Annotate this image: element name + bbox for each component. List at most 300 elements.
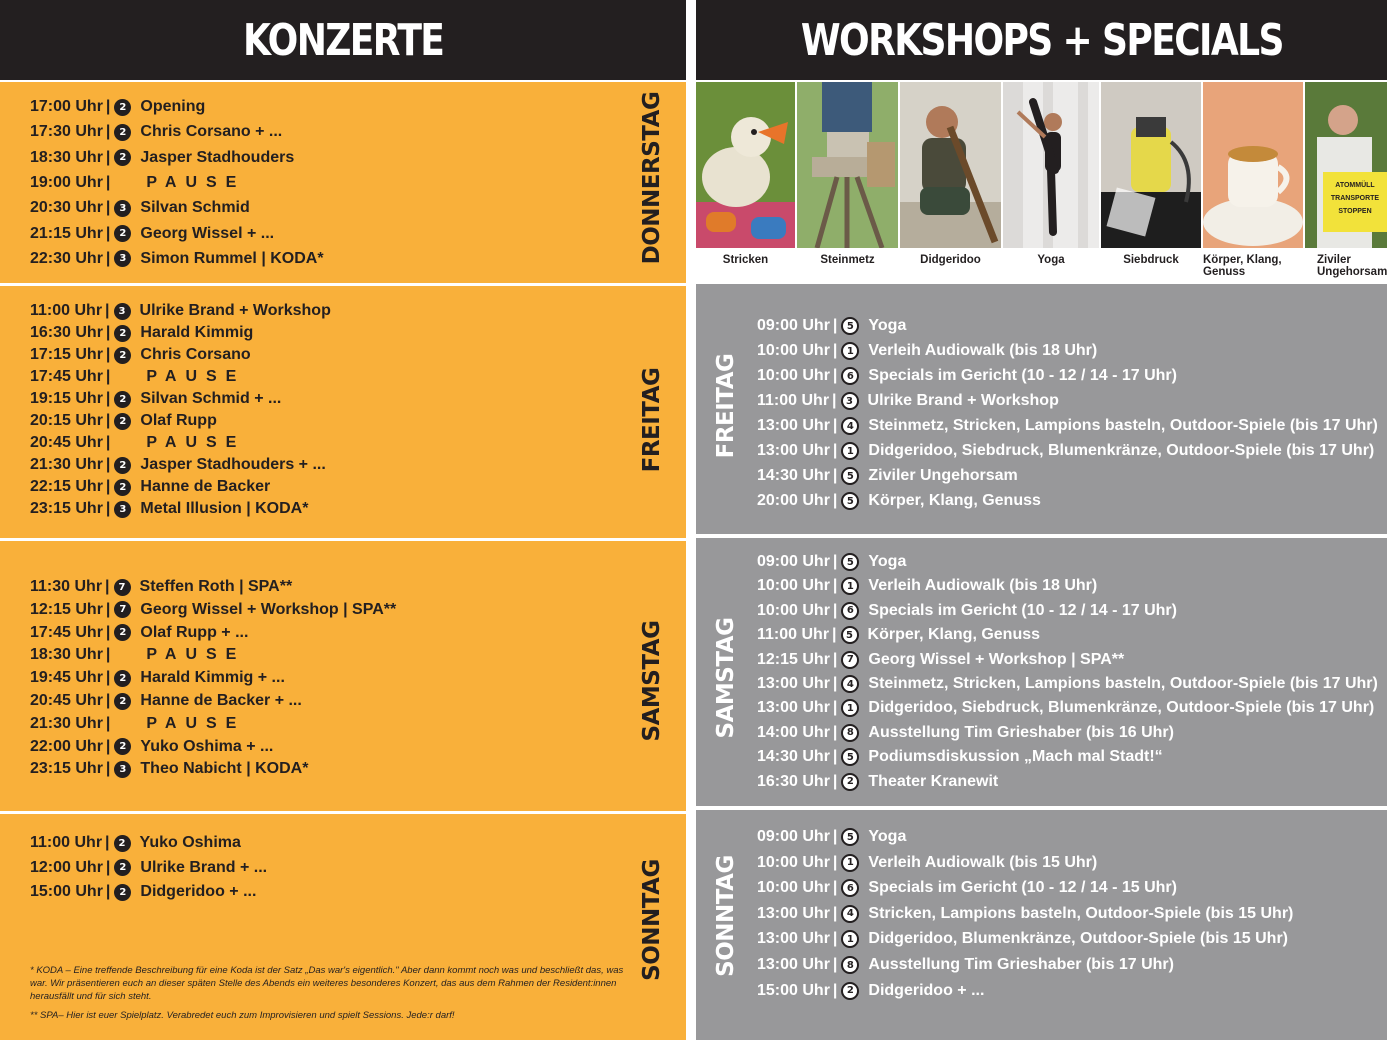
schedule-time: 10:00 Uhr bbox=[757, 342, 830, 359]
separator: | bbox=[105, 646, 111, 664]
schedule-time: 11:00 Uhr bbox=[30, 302, 103, 319]
schedule-row bbox=[30, 199, 250, 217]
event-title: Steinmetz, Stricken, Lampions basteln, Outdoor-Spiele (bis 17 Uhr) bbox=[868, 675, 1378, 692]
schedule-row bbox=[30, 250, 324, 268]
location-number-badge: 5 bbox=[841, 828, 859, 846]
schedule-row bbox=[757, 577, 1097, 595]
event-title: Didgeridoo + ... bbox=[868, 981, 985, 999]
separator: | bbox=[105, 669, 111, 687]
location-number-badge: 7 bbox=[841, 651, 859, 669]
schedule-row bbox=[30, 456, 326, 474]
schedule-time: 17:45 Uhr bbox=[30, 368, 103, 385]
event-title: Specials im Gericht (10 - 12 / 14 - 17 Uhr) bbox=[868, 367, 1177, 384]
location-number-badge: 2 bbox=[114, 413, 131, 430]
event-title: Verleih Audiowalk (bis 18 Uhr) bbox=[868, 577, 1098, 595]
schedule-time: 17:00 Uhr bbox=[30, 98, 103, 115]
event-title: Theo Nabicht | KODA* bbox=[140, 760, 309, 778]
separator: | bbox=[105, 390, 111, 407]
location-number-badge: 2 bbox=[841, 773, 859, 791]
event-title: Podiumsdiskussion „Mach mal Stadt!“ bbox=[868, 748, 1163, 766]
schedule-row bbox=[30, 390, 281, 408]
photo-caption-koerper-klang-genuss: Körper, Klang, Genuss bbox=[1203, 254, 1282, 278]
schedule-row bbox=[757, 442, 1374, 460]
concerts-column bbox=[0, 0, 686, 1040]
separator: | bbox=[105, 692, 111, 709]
event-title: Yuko Oshima bbox=[139, 834, 241, 851]
footnote-koda: * KODA – Eine treffende Beschreibung für eine Koda ist der Satz „Das war's eigentlich." Aber dann kommt noch was und beschließt das, was war. Wir präsentieren euch an dieser späten Stelle des Abends ein weiteres besonderes Konzert, das aus dem Rahmen der Resident:innen herausfällt und für sich steht. bbox=[30, 965, 624, 1002]
schedule-row bbox=[30, 859, 267, 877]
separator: | bbox=[105, 858, 111, 876]
location-number-badge: 6 bbox=[841, 879, 859, 897]
separator: | bbox=[832, 853, 838, 871]
schedule-row bbox=[757, 675, 1378, 693]
location-number-badge: 5 bbox=[841, 553, 859, 571]
event-title: Simon Rummel | KODA* bbox=[140, 249, 324, 267]
separator: | bbox=[105, 883, 111, 900]
svg-text:ATOMMÜLL: ATOMMÜLL bbox=[1335, 182, 1375, 189]
schedule-time: 20:30 Uhr bbox=[30, 199, 103, 217]
event-title: Jasper Stadhouders + ... bbox=[140, 456, 326, 473]
workshops-title: WORKSHOPS + SPECIALS bbox=[800, 14, 1283, 66]
separator: | bbox=[832, 723, 838, 741]
schedule-row bbox=[757, 854, 1097, 872]
separator: | bbox=[832, 904, 838, 922]
schedule-time: 19:15 Uhr bbox=[30, 390, 103, 407]
event-title: Didgeridoo, Blumenkränze, Outdoor-Spiele (bis 15 Uhr) bbox=[868, 930, 1289, 948]
event-title: Yoga bbox=[868, 553, 907, 570]
location-number-badge: 2 bbox=[114, 693, 131, 710]
pause-label: PAUSE bbox=[146, 714, 246, 732]
separator: | bbox=[832, 317, 838, 334]
event-title: Harald Kimmig + ... bbox=[140, 669, 285, 687]
event-title: Chris Corsano + ... bbox=[140, 123, 283, 141]
location-number-badge: 5 bbox=[841, 467, 859, 485]
didgeridoo-player-photo bbox=[900, 82, 1001, 248]
day-label: FREITAG bbox=[713, 353, 739, 459]
workshops-column bbox=[696, 0, 1387, 1040]
location-number-badge: 2 bbox=[114, 391, 131, 408]
photo-caption-ziviler-ungehorsam: Ziviler Ungehorsam bbox=[1317, 254, 1387, 278]
stone-carving-photo bbox=[797, 82, 898, 248]
location-number-badge: 2 bbox=[114, 347, 131, 364]
separator: | bbox=[832, 879, 838, 897]
schedule-time: 10:00 Uhr bbox=[757, 853, 830, 871]
event-title: Chris Corsano bbox=[140, 346, 251, 363]
separator: | bbox=[105, 123, 111, 141]
event-title: Harald Kimmig bbox=[140, 324, 254, 341]
schedule-row bbox=[30, 500, 308, 518]
schedule-time: 11:30 Uhr bbox=[30, 578, 103, 595]
separator: | bbox=[105, 324, 111, 341]
event-title: Stricken, Lampions basteln, Outdoor-Spiele (bis 15 Uhr) bbox=[868, 904, 1294, 922]
schedule-time: 09:00 Uhr bbox=[757, 317, 830, 334]
day-label: DONNERSTAG bbox=[639, 91, 665, 265]
separator: | bbox=[105, 249, 111, 267]
schedule-time: 22:00 Uhr bbox=[30, 737, 103, 755]
pause-label: PAUSE bbox=[146, 434, 246, 451]
schedule-row bbox=[30, 601, 396, 619]
schedule-time: 21:30 Uhr bbox=[30, 714, 103, 732]
event-title: Steffen Roth | SPA** bbox=[139, 578, 293, 595]
workshop-day-friday bbox=[696, 284, 1387, 534]
photo-caption-siebdruck: Siebdruck bbox=[1123, 254, 1179, 266]
schedule-time: 23:15 Uhr bbox=[30, 500, 103, 517]
separator: | bbox=[832, 748, 838, 766]
location-number-badge: 6 bbox=[841, 602, 859, 620]
schedule-row bbox=[757, 367, 1177, 385]
event-title: Didgeridoo, Siebdruck, Blumenkränze, Outdoor-Spiele (bis 17 Uhr) bbox=[868, 699, 1375, 717]
schedule-time: 14:00 Uhr bbox=[757, 723, 830, 741]
schedule-time: 20:15 Uhr bbox=[30, 412, 103, 429]
location-number-badge: 5 bbox=[841, 748, 859, 766]
separator: | bbox=[105, 737, 111, 755]
event-title: Ziviler Ungehorsam bbox=[868, 467, 1018, 484]
event-title: Yoga bbox=[868, 828, 907, 845]
separator: | bbox=[832, 956, 838, 973]
workshops-header bbox=[696, 0, 1387, 80]
event-title: Specials im Gericht (10 - 12 / 14 - 17 Uhr) bbox=[868, 601, 1177, 619]
separator: | bbox=[105, 456, 111, 473]
schedule-time: 19:45 Uhr bbox=[30, 669, 103, 687]
schedule-row bbox=[757, 828, 906, 846]
event-title: Specials im Gericht (10 - 12 / 14 - 15 Uhr) bbox=[868, 879, 1177, 897]
separator: | bbox=[832, 772, 838, 790]
schedule-row bbox=[757, 724, 1174, 742]
schedule-time: 12:00 Uhr bbox=[30, 858, 103, 876]
photo-caption-stricken: Stricken bbox=[722, 254, 769, 266]
location-number-badge: 6 bbox=[841, 367, 859, 385]
schedule-row bbox=[30, 883, 256, 901]
schedule-row bbox=[757, 905, 1293, 923]
location-number-badge: 2 bbox=[114, 835, 131, 852]
location-number-badge: 7 bbox=[114, 579, 131, 596]
event-title: Georg Wissel + Workshop | SPA** bbox=[140, 600, 397, 618]
location-number-badge: 2 bbox=[114, 624, 131, 641]
concert-day-saturday bbox=[0, 541, 686, 811]
event-title: Hanne de Backer bbox=[140, 478, 271, 495]
pause-label: PAUSE bbox=[146, 173, 246, 191]
location-number-badge: 2 bbox=[114, 859, 131, 876]
schedule-time: 12:15 Uhr bbox=[757, 650, 830, 668]
schedule-time: 12:15 Uhr bbox=[30, 600, 103, 618]
schedule-row bbox=[30, 174, 245, 192]
photo-caption-didgeridoo: Didgeridoo bbox=[920, 254, 981, 266]
event-title: Körper, Klang, Genuss bbox=[867, 626, 1041, 644]
schedule-row bbox=[757, 392, 1059, 410]
schedule-row bbox=[30, 478, 270, 496]
schedule-time: 22:30 Uhr bbox=[30, 249, 103, 267]
schedule-time: 16:30 Uhr bbox=[757, 772, 830, 790]
event-title: Hanne de Backer + ... bbox=[140, 692, 302, 709]
location-number-badge: 2 bbox=[114, 457, 131, 474]
schedule-row bbox=[757, 602, 1177, 620]
location-number-badge: 2 bbox=[114, 99, 131, 116]
separator: | bbox=[832, 342, 838, 359]
concerts-header bbox=[0, 0, 686, 80]
yoga-pose-photo bbox=[1003, 82, 1099, 248]
separator: | bbox=[105, 98, 111, 115]
concerts-title: KONZERTE bbox=[242, 14, 444, 66]
location-number-badge: 1 bbox=[841, 854, 859, 872]
event-title: Opening bbox=[140, 98, 206, 115]
schedule-row bbox=[757, 651, 1124, 669]
schedule-time: 13:00 Uhr bbox=[757, 904, 830, 922]
location-number-badge: 8 bbox=[841, 956, 859, 974]
day-label: SONNTAG bbox=[713, 855, 739, 977]
location-number-badge: 2 bbox=[114, 225, 131, 242]
schedule-time: 10:00 Uhr bbox=[757, 367, 830, 384]
separator: | bbox=[832, 467, 838, 484]
schedule-time: 18:30 Uhr bbox=[30, 646, 103, 664]
pause-label: PAUSE bbox=[146, 368, 246, 385]
event-title: Verleih Audiowalk (bis 18 Uhr) bbox=[868, 342, 1098, 359]
separator: | bbox=[105, 714, 111, 732]
schedule-row bbox=[757, 417, 1378, 435]
event-title: Yuko Oshima + ... bbox=[140, 737, 274, 755]
location-number-badge: 2 bbox=[114, 149, 131, 166]
separator: | bbox=[832, 981, 838, 999]
event-title: Silvan Schmid bbox=[140, 199, 250, 217]
event-title: Steinmetz, Stricken, Lampions basteln, Outdoor-Spiele (bis 17 Uhr) bbox=[868, 417, 1378, 434]
schedule-time: 11:00 Uhr bbox=[30, 834, 103, 851]
workshop-day-saturday bbox=[696, 538, 1387, 806]
schedule-time: 10:00 Uhr bbox=[757, 879, 830, 897]
schedule-row bbox=[30, 324, 253, 342]
event-title: Ausstellung Tim Grieshaber (bis 17 Uhr) bbox=[868, 956, 1174, 973]
separator: | bbox=[832, 650, 838, 668]
separator: | bbox=[105, 199, 111, 217]
svg-text:STOPPEN: STOPPEN bbox=[1338, 208, 1372, 215]
location-number-badge: 5 bbox=[841, 317, 859, 335]
location-number-badge: 3 bbox=[841, 392, 859, 410]
separator: | bbox=[832, 930, 838, 948]
location-number-badge: 5 bbox=[841, 492, 859, 510]
schedule-row bbox=[30, 346, 251, 364]
event-title: Yoga bbox=[868, 317, 907, 334]
separator: | bbox=[832, 675, 838, 692]
concert-day-thursday bbox=[0, 82, 686, 283]
location-number-badge: 1 bbox=[841, 930, 859, 948]
schedule-time: 22:15 Uhr bbox=[30, 478, 103, 495]
separator: | bbox=[832, 699, 838, 717]
separator: | bbox=[832, 828, 838, 845]
separator: | bbox=[832, 392, 837, 409]
schedule-time: 13:00 Uhr bbox=[757, 417, 830, 434]
separator: | bbox=[105, 412, 111, 429]
workshop-day-sunday bbox=[696, 810, 1387, 1040]
event-title: Olaf Rupp bbox=[140, 412, 217, 429]
separator: | bbox=[105, 148, 111, 166]
concert-day-friday bbox=[0, 286, 686, 538]
knitted-toy-photo bbox=[696, 82, 795, 248]
schedule-row bbox=[30, 738, 273, 756]
schedule-row bbox=[30, 646, 245, 664]
schedule-time: 21:15 Uhr bbox=[30, 224, 103, 242]
schedule-time: 13:00 Uhr bbox=[757, 930, 830, 948]
schedule-time: 10:00 Uhr bbox=[757, 577, 830, 595]
location-number-badge: 1 bbox=[841, 699, 859, 717]
schedule-time: 13:00 Uhr bbox=[757, 675, 830, 692]
schedule-time: 10:00 Uhr bbox=[757, 601, 830, 619]
workshop-photo-strip bbox=[696, 80, 1387, 281]
schedule-row bbox=[30, 834, 241, 852]
separator: | bbox=[105, 834, 110, 851]
location-number-badge: 4 bbox=[841, 905, 859, 923]
teacup-photo bbox=[1203, 82, 1303, 248]
location-number-badge: 8 bbox=[841, 724, 859, 742]
event-title: Theater Kranewit bbox=[868, 772, 999, 790]
schedule-time: 20:45 Uhr bbox=[30, 434, 103, 451]
schedule-time: 09:00 Uhr bbox=[757, 828, 830, 845]
schedule-row bbox=[30, 434, 245, 452]
location-number-badge: 1 bbox=[841, 577, 859, 595]
location-number-badge: 3 bbox=[114, 501, 131, 518]
schedule-time: 13:00 Uhr bbox=[757, 442, 830, 459]
schedule-row bbox=[30, 760, 308, 778]
photo-caption-steinmetz: Steinmetz bbox=[820, 254, 875, 266]
location-number-badge: 3 bbox=[114, 200, 131, 217]
location-number-badge: 2 bbox=[114, 884, 131, 901]
day-label: SONNTAG bbox=[639, 859, 665, 981]
schedule-row bbox=[757, 553, 906, 571]
separator: | bbox=[105, 346, 111, 363]
schedule-row bbox=[757, 982, 984, 1000]
separator: | bbox=[832, 367, 838, 384]
schedule-time: 18:30 Uhr bbox=[30, 148, 103, 166]
location-number-badge: 2 bbox=[114, 124, 131, 141]
schedule-row bbox=[757, 467, 1018, 485]
separator: | bbox=[105, 173, 111, 191]
schedule-time: 11:00 Uhr bbox=[757, 626, 830, 644]
location-number-badge: 2 bbox=[114, 670, 131, 687]
schedule-row bbox=[30, 624, 248, 642]
separator: | bbox=[832, 577, 838, 595]
schedule-row bbox=[30, 368, 245, 386]
location-number-badge: 3 bbox=[114, 250, 131, 267]
schedule-row bbox=[757, 492, 1041, 510]
location-number-badge: 3 bbox=[114, 761, 131, 778]
schedule-time: 17:15 Uhr bbox=[30, 346, 103, 363]
schedule-row bbox=[757, 956, 1174, 974]
schedule-time: 20:00 Uhr bbox=[757, 492, 830, 509]
schedule-row bbox=[757, 626, 1040, 644]
location-number-badge: 4 bbox=[841, 675, 859, 693]
separator: | bbox=[105, 500, 111, 517]
separator: | bbox=[832, 601, 838, 619]
event-title: Silvan Schmid + ... bbox=[140, 390, 282, 407]
schedule-row bbox=[30, 123, 282, 141]
schedule-row bbox=[757, 342, 1097, 360]
schedule-time: 23:15 Uhr bbox=[30, 760, 103, 778]
event-title: Ulrike Brand + Workshop bbox=[867, 392, 1059, 409]
schedule-row bbox=[30, 412, 217, 430]
event-title: Jasper Stadhouders bbox=[140, 148, 295, 166]
location-number-badge: 5 bbox=[841, 626, 859, 644]
separator: | bbox=[832, 442, 838, 459]
footnote-spa: ** SPA– Hier ist euer Spielplatz. Verabredet euch zum Improvisieren und spielt Sessions. Jede:r darf! bbox=[30, 1010, 455, 1021]
separator: | bbox=[832, 553, 838, 570]
footnotes bbox=[30, 964, 630, 1028]
separator: | bbox=[105, 760, 111, 778]
svg-text:TRANSPORTE: TRANSPORTE bbox=[1330, 195, 1380, 202]
event-title: Georg Wissel + ... bbox=[140, 224, 275, 242]
location-number-badge: 2 bbox=[114, 325, 131, 342]
day-label: FREITAG bbox=[639, 367, 665, 473]
schedule-time: 20:45 Uhr bbox=[30, 692, 103, 709]
pause-label: PAUSE bbox=[146, 646, 246, 664]
schedule-row bbox=[757, 879, 1177, 897]
protest-sign-photo bbox=[1305, 82, 1387, 248]
schedule-row bbox=[757, 699, 1374, 717]
location-number-badge: 2 bbox=[114, 479, 131, 496]
separator: | bbox=[105, 302, 110, 319]
schedule-time: 15:00 Uhr bbox=[757, 981, 830, 999]
location-number-badge: 4 bbox=[841, 417, 859, 435]
schedule-time: 14:30 Uhr bbox=[757, 748, 830, 766]
separator: | bbox=[105, 434, 111, 451]
schedule-row bbox=[757, 317, 906, 335]
day-label: SAMSTAG bbox=[713, 617, 739, 739]
event-title: Körper, Klang, Genuss bbox=[868, 492, 1041, 509]
schedule-time: 09:00 Uhr bbox=[757, 553, 830, 570]
schedule-time: 17:30 Uhr bbox=[30, 123, 103, 141]
schedule-row bbox=[30, 669, 285, 687]
event-title: Didgeridoo, Siebdruck, Blumenkränze, Outdoor-Spiele (bis 17 Uhr) bbox=[868, 442, 1375, 459]
schedule-row bbox=[30, 302, 331, 320]
schedule-row bbox=[30, 98, 205, 116]
screen-print-photo bbox=[1101, 82, 1201, 248]
location-number-badge: 3 bbox=[114, 303, 131, 320]
separator: | bbox=[105, 623, 111, 641]
schedule-row bbox=[30, 225, 274, 243]
schedule-time: 16:30 Uhr bbox=[30, 324, 103, 341]
schedule-row bbox=[757, 930, 1288, 948]
schedule-time: 17:45 Uhr bbox=[30, 623, 103, 641]
separator: | bbox=[105, 600, 111, 618]
schedule-row bbox=[30, 715, 245, 733]
event-title: Metal Illusion | KODA* bbox=[140, 500, 309, 517]
schedule-time: 21:30 Uhr bbox=[30, 456, 103, 473]
event-title: Olaf Rupp + ... bbox=[140, 623, 249, 641]
event-title: Ulrike Brand + Workshop bbox=[139, 302, 331, 319]
day-label: SAMSTAG bbox=[639, 620, 665, 742]
event-title: Georg Wissel + Workshop | SPA** bbox=[868, 650, 1125, 668]
schedule-time: 11:00 Uhr bbox=[757, 392, 830, 409]
photo-caption-yoga: Yoga bbox=[1037, 254, 1065, 266]
location-number-badge: 1 bbox=[841, 442, 859, 460]
schedule-time: 13:00 Uhr bbox=[757, 956, 830, 973]
separator: | bbox=[105, 578, 110, 595]
separator: | bbox=[105, 224, 111, 242]
location-number-badge: 2 bbox=[114, 738, 131, 755]
schedule-row bbox=[30, 692, 302, 710]
schedule-row bbox=[30, 149, 294, 167]
schedule-time: 15:00 Uhr bbox=[30, 883, 103, 900]
schedule-time: 19:00 Uhr bbox=[30, 173, 103, 191]
schedule-time: 14:30 Uhr bbox=[757, 467, 830, 484]
separator: | bbox=[105, 478, 111, 495]
event-title: Ausstellung Tim Grieshaber (bis 16 Uhr) bbox=[868, 723, 1174, 741]
location-number-badge: 7 bbox=[114, 601, 131, 618]
schedule-time: 13:00 Uhr bbox=[757, 699, 830, 717]
event-title: Verleih Audiowalk (bis 15 Uhr) bbox=[868, 853, 1098, 871]
schedule-row bbox=[30, 578, 292, 596]
event-title: Ulrike Brand + ... bbox=[140, 858, 268, 876]
event-title: Didgeridoo + ... bbox=[140, 883, 257, 900]
schedule-row bbox=[757, 748, 1163, 766]
schedule-row bbox=[757, 773, 998, 791]
separator: | bbox=[832, 417, 838, 434]
